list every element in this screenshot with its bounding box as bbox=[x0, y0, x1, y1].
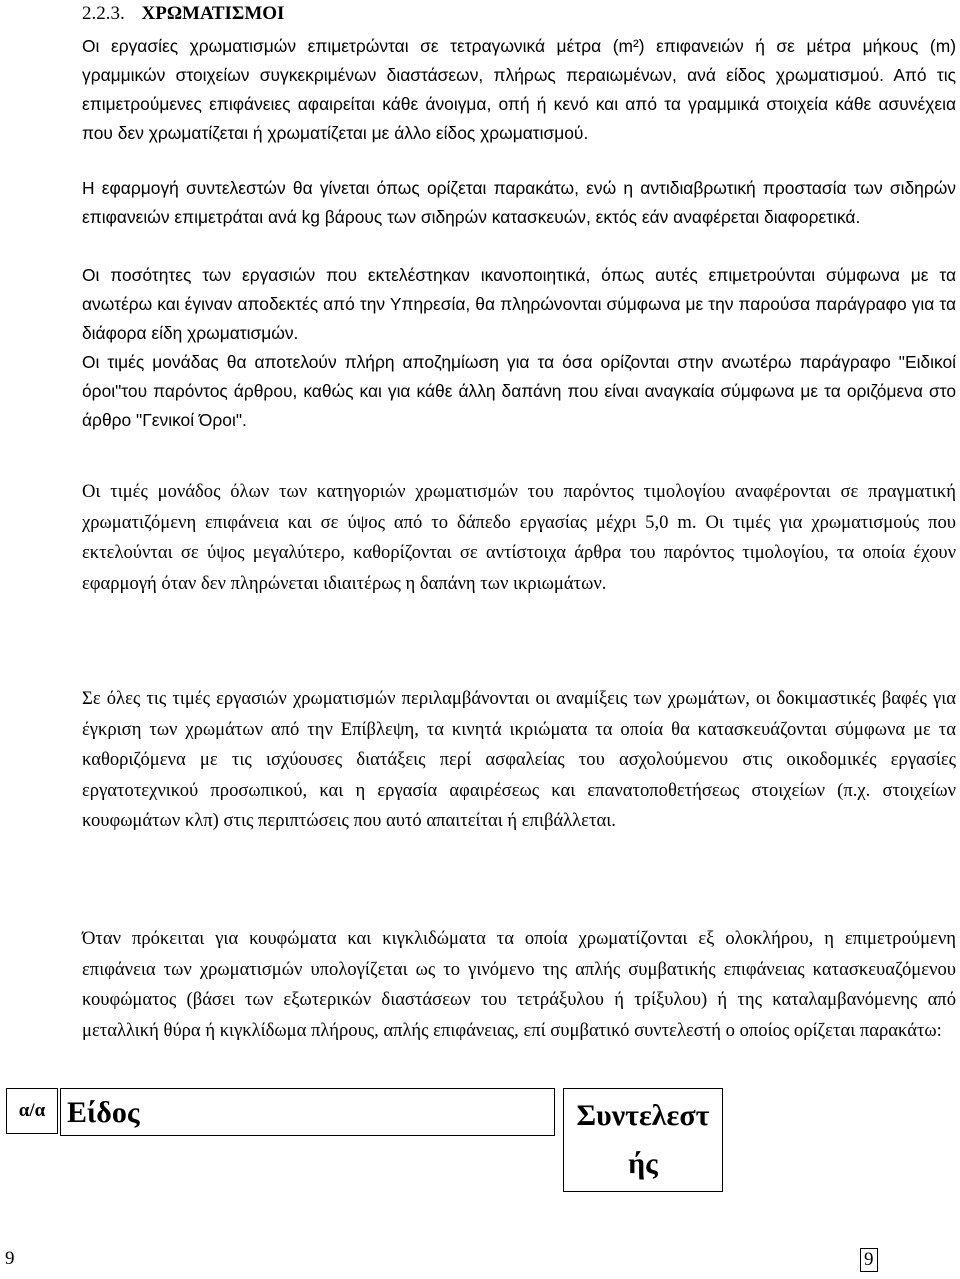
paragraph-quantities: Οι ποσότητες των εργασιών που εκτελέστηκαν ικανοποιητικά, όπως αυτές επιμετρούνται σύμφωνα με τα ανωτέρω και έγιναν αποδεκτές από την Υπηρεσία, θα πληρώνονται σύμφωνα με την παρούσα παράγραφο για τα διάφορα είδη χρωματισμών. bbox=[82, 265, 956, 343]
paragraph-measurement: Οι εργασίες χρωματισμών επιμετρώνται σε τετραγωνικά μέτρα (m²) επιφανειών ή σε μέτρα μήκους (m) γραμμικών στοιχείων συγκεκριμένων διαστάσεων, πλήρως περαιωμένων, ανά είδος χρωματισμού. Από τις επιμετρούμενες επιφάνειες αφαιρείται κάθε άνοιγμα, οπή ή κενό και από τα γραμμικά στοιχεία κάθε ασυνέχεια που δεν χρωματίζεται ή χρωματίζεται με άλλο είδος χρωματισμού. bbox=[82, 36, 956, 143]
coefficient-label-line2: ής bbox=[628, 1147, 658, 1180]
paragraph-included-costs: Σε όλες τις τιμές εργασιών χρωματισμών περιλαμβάνονται οι αναμίξεις των χρωμάτων, οι δοκιμαστικές βαφές για έγκριση των χρωμάτων από την Επίβλεψη, τα κινητά ικριώματα τα οποία θα κατασκευάζονται σύμφωνα με τα καθοριζόμενα με τις ισχύουσες διατάξεις περί ασφαλείας του ασχολούμενου στις οικοδομικές εργασίες εργατοτεχνικού προσωπικού, και η εργασία αφαιρέσεως και επανατοποθετήσεως στοιχείων (π.χ. στοιχείων κουφωμάτων κλπ) στις περιπτώσεις που αυτό απαιτείται ή επιβάλλεται. bbox=[82, 688, 956, 832]
section-title: ΧΡΩΜΑΤΙΣΜΟΙ bbox=[141, 3, 285, 24]
table-header-coefficient bbox=[563, 1088, 723, 1192]
table-header-index: α/α bbox=[6, 1088, 58, 1134]
coefficient-label-line1: Συντελεστ bbox=[576, 1099, 710, 1132]
page-number-left: 9 bbox=[5, 1248, 15, 1269]
paragraph-unit-prices: Οι τιμές μονάδας θα αποτελούν πλήρη αποζημίωση για τα όσα ορίζονται στην ανωτέρω παράγραφο "Ειδικοί όροι"του παρόντος άρθρου, καθώς και για κάθε άλλη δαπάνη που είναι αναγκαία σύμφωνα με τα οριζόμενα στο άρθρο "Γενικοί Όροι". bbox=[82, 352, 956, 430]
page-number-right: 9 bbox=[860, 1248, 878, 1272]
paragraph-height-limit: Οι τιμές μονάδος όλων των κατηγοριών χρωματισμών του παρόντος τιμολογίου αναφέρονται σε πραγματική χρωματιζόμενη επιφάνεια και σε ύψος από το δάπεδο εργασίας μέχρι 5,0 m. Οι τιμές για χρωματισμούς που εκτελούνται σε ύψος μεγαλύτερο, καθορίζονται σε αντίστοιχα άρθρα του παρόντος τιμολογίου, τα οποία έχουν εφαρμογή όταν δεν πληρώνεται ιδιαιτέρως η δαπάνη των ικριωμάτων. bbox=[82, 481, 956, 594]
section-number: 2.2.3. bbox=[82, 3, 125, 24]
table-header-kind: Είδος bbox=[60, 1088, 555, 1136]
section-heading bbox=[82, 3, 284, 25]
paragraph-coefficients: Η εφαρμογή συντελεστών θα γίνεται όπως ορίζεται παρακάτω, ενώ η αντιδιαβρωτική προστασία των σιδηρών επιφανειών επιμετράται ανά kg βάρους των σιδηρών κατασκευών, εκτός εάν αναφέρεται διαφορετικά. bbox=[82, 178, 956, 227]
paragraph-frames: Όταν πρόκειται για κουφώματα και κιγκλιδώματα τα οποία χρωματίζονται εξ ολοκλήρου, η επιμετρούμενη επιφάνεια των χρωματισμών υπολογίζεται ως το γινόμενο της απλής συμβατικής επιφάνειας κατασκευαζόμενου κουφώματος (βάσει των εξωτερικών διαστάσεων του τετράξυλου ή τρίξυλου) ή της καταλαμβανόμενης από μεταλλική θύρα ή κιγκλίδωμα πλήρους, απλής επιφάνειας, επί συμβατικό συντελεστή ο οποίος ορίζεται παρακάτω: bbox=[82, 928, 956, 1041]
